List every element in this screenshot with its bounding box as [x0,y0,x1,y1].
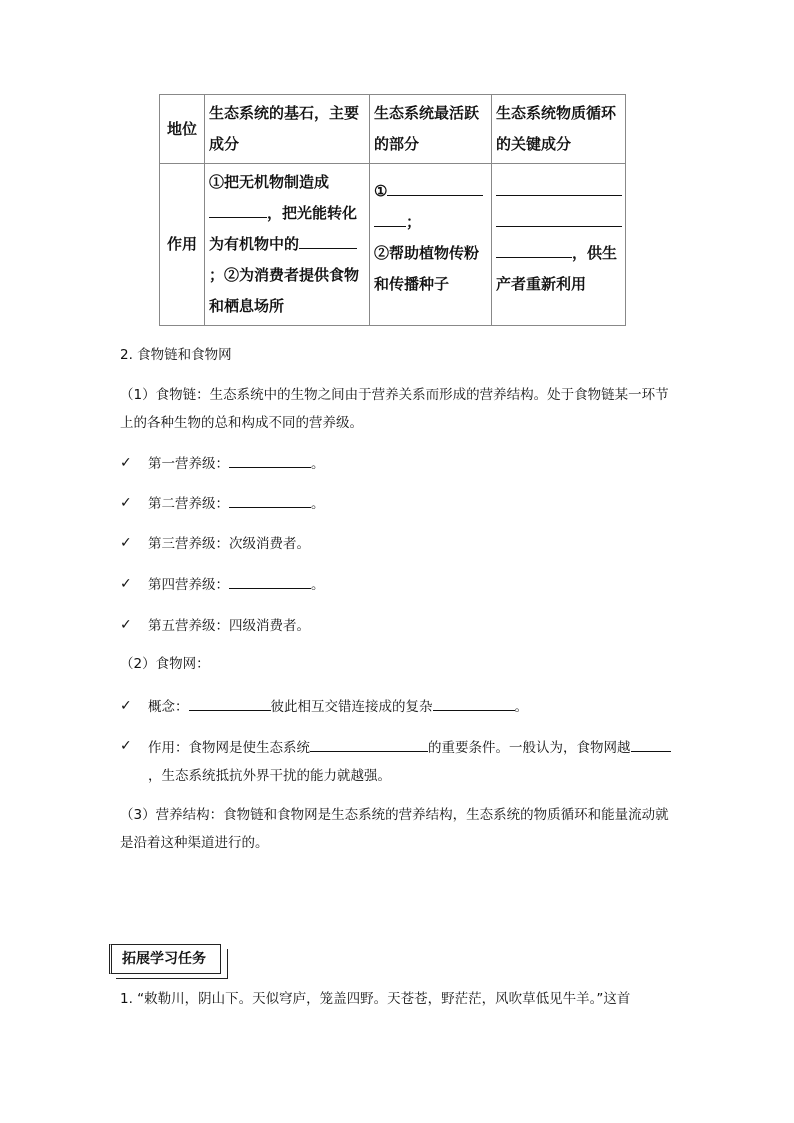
blank-field[interactable] [310,735,428,752]
blank-field[interactable] [496,208,622,227]
section-title: 2. 食物链和食物网 [120,347,232,363]
blank-field[interactable] [229,491,311,508]
check-icon: ✓ [120,535,132,551]
level-item: 第五营养级：四级消费者。 [148,618,310,634]
check-icon: ✓ [120,576,132,592]
task-label: 拓展学习任务 [122,951,206,967]
level-item: 第二营养级： 。 [148,491,325,518]
check-icon: ✓ [120,698,132,714]
blank-field[interactable] [496,239,572,258]
blank-field[interactable] [299,230,357,249]
table-row [160,164,626,326]
level-item: 第一营养级： 。 [148,451,325,478]
producer-text-3: ； [209,266,225,284]
producer-text-2: ，把光能转化为有机物中的 [209,204,358,253]
row-head-role: 作用 [160,164,205,326]
role-item: 作用：食物网是使生态系统 的重要条件。一般认为，食物网越，生态系统抵抗外界干扰的能力就越强。 [148,734,678,790]
blank-field[interactable] [229,451,311,468]
producer-text-1: ①把无机物制造成 [209,173,330,191]
blank-field[interactable] [209,199,267,218]
concept-item: 概念： 彼此相互交错连接成的复杂 。 [148,694,528,721]
check-icon: ✓ [120,455,132,471]
cell-producer-position: 生态系统的基石，主要成分 [205,95,370,164]
food-chain-paragraph: （1）食物链：生态系统中的生物之间由于营养关系而形成的营养结构。处于食物链某一环节上的各种生物的总和构成不同的营养级。 [120,387,669,431]
producer-text-4: ②为消费者提供食物和栖息场所 [209,266,360,315]
check-icon: ✓ [120,495,132,511]
blank-field[interactable] [229,572,311,589]
extension-task-banner [109,944,221,974]
question-1: 1. “敕勒川，阴山下。天似穹庐，笼盖四野。天苍苍，野茫茫，风吹草低见牛羊。”这首 [120,991,631,1007]
blank-field[interactable] [433,694,515,711]
cell-decomposer-role [492,164,626,326]
blank-field[interactable] [189,694,271,711]
check-icon: ✓ [120,738,132,754]
row-head-position: 地位 [160,95,205,164]
consumer-text-1: ① [374,182,388,200]
ecosystem-table [159,94,626,326]
blank-field[interactable] [496,177,622,196]
consumer-text-2: ； [406,213,422,231]
blank-field[interactable] [631,735,671,752]
level-item: 第四营养级： 。 [148,572,325,599]
decomposer-text-1: ，供生产者重新利用 [496,244,618,293]
cell-consumer-role [370,164,492,326]
blank-field[interactable] [374,208,406,227]
cell-producer-role [205,164,370,326]
table-row [160,95,626,164]
level-item: 第三营养级：次级消费者。 [148,536,310,552]
food-web-heading: （2）食物网： [120,656,210,672]
check-icon: ✓ [120,617,132,633]
consumer-text-3: ②帮助植物传粉和传播种子 [374,244,480,293]
cell-consumer-position: 生态系统最活跃的部分 [370,95,492,164]
blank-field[interactable] [387,177,483,196]
nutrition-structure-paragraph: （3）营养结构：食物链和食物网是生态系统的营养结构，生态系统的物质循环和能量流动就是沿着这种渠道进行的。 [120,807,669,851]
cell-decomposer-position: 生态系统物质循环的关键成分 [492,95,626,164]
